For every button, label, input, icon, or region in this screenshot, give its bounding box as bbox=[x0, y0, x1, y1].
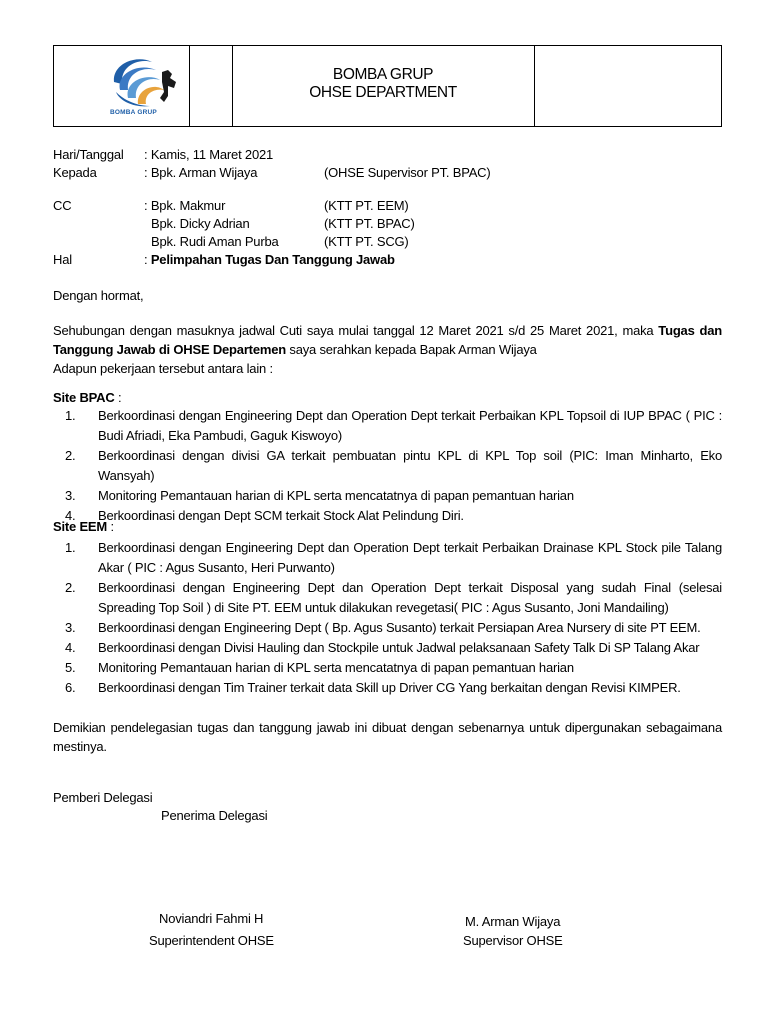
list-item bbox=[53, 506, 722, 526]
logo-caption: BOMBA GRUP bbox=[110, 109, 157, 116]
cc-name-2: Bpk. Dicky Adrian bbox=[151, 216, 250, 231]
site-eem-label: Site EEM bbox=[53, 519, 108, 534]
cc-role-3: (KTT PT. SCG) bbox=[324, 234, 409, 249]
cc-role-1: (KTT PT. EEM) bbox=[324, 198, 409, 213]
list-item bbox=[53, 658, 722, 678]
list-text: Berkoordinasi dengan divisi GA terkait pembuatan pintu KPL di KPL Top soil (PIC: Iman Minharto, Eko Wansyah) bbox=[98, 448, 722, 483]
list-number: 3. bbox=[65, 488, 76, 503]
receiver-name: M. Arman Wijaya bbox=[465, 914, 561, 929]
department-name: OHSE DEPARTMENT bbox=[309, 84, 457, 101]
giver-name: Noviandri Fahmi H bbox=[159, 911, 264, 926]
list-text: Berkoordinasi dengan Engineering Dept dan Operation Dept terkait Perbaikan KPL Topsoil di IUP BPAC ( PIC : Budi Afriadi, Eka Pambudi, Gaguk Kiswoyo) bbox=[98, 408, 722, 443]
list-number: 4. bbox=[65, 508, 76, 523]
list-text: Berkoordinasi dengan Engineering Dept ( Bp. Agus Susanto) terkait Persiapan Area Nursery di site PT EEM. bbox=[98, 620, 701, 635]
intro-text-1: Sehubungan dengan masuknya jadwal Cuti saya mulai tanggal 12 Maret 2021 s/d 25 Maret 2021, maka bbox=[53, 323, 659, 338]
subject-value: Pelimpahan Tugas Dan Tanggung Jawab bbox=[150, 252, 395, 267]
list-item bbox=[53, 446, 722, 486]
list-number: 2. bbox=[65, 580, 76, 595]
giver-label: Pemberi Delegasi bbox=[53, 790, 153, 805]
list-text: Berkoordinasi dengan Divisi Hauling dan Stockpile untuk Jadwal pelaksanaan Safety Talk Di SP Talang Akar bbox=[98, 640, 700, 655]
site-eem-colon: : bbox=[107, 519, 114, 534]
cc-role-2: (KTT PT. BPAC) bbox=[324, 216, 415, 231]
logo-divider-cell bbox=[189, 46, 233, 126]
greeting: Dengan hormat, bbox=[53, 288, 144, 303]
giver-title: Superintendent OHSE bbox=[149, 933, 274, 948]
list-text: Berkoordinasi dengan Engineering Dept dan Operation Dept terkait Disposal yang sudah Final (selesai Spreading Top Soil ) di Site PT. EEM untuk dilakukan revegetasi( PIC : Agus Susanto, Joni Mandailing) bbox=[98, 580, 722, 615]
list-number: 4. bbox=[65, 640, 76, 655]
list-text: Berkoordinasi dengan Engineering Dept dan Operation Dept terkait Perbaikan Drainase KPL Stock pile Talang Akar ( PIC : Agus Susanto, Heri Purwanto) bbox=[98, 540, 722, 575]
list-number: 3. bbox=[65, 620, 76, 635]
cc-label: CC bbox=[53, 198, 72, 213]
site-bpac-list bbox=[53, 406, 722, 526]
site-bpac-colon: : bbox=[114, 390, 122, 405]
receiver-label: Penerima Delegasi bbox=[161, 808, 268, 823]
intro-bold: Tugas dan Tanggung Jawab di OHSE Departemen bbox=[53, 323, 722, 357]
list-number: 1. bbox=[65, 408, 76, 423]
to-value: : Bpk. Arman Wijaya bbox=[144, 165, 258, 180]
list-item bbox=[53, 486, 722, 506]
list-text: Monitoring Pemantauan harian di KPL serta mencatatnya di papan pemantuan harian bbox=[98, 488, 574, 503]
cc-name-3: Bpk. Rudi Aman Purba bbox=[151, 234, 279, 249]
to-role: (OHSE Supervisor PT. BPAC) bbox=[324, 165, 491, 180]
closing-paragraph: Demikian pendelegasian tugas dan tanggung jawab ini dibuat dengan sebenarnya untuk dipergunakan sebagaimana mestinya. bbox=[53, 720, 722, 754]
list-item bbox=[53, 618, 722, 638]
intro-paragraph bbox=[53, 321, 722, 359]
list-number: 1. bbox=[65, 540, 76, 555]
intro-line-2: Adapun pekerjaan tersebut antara lain : bbox=[53, 361, 273, 376]
list-text: Berkoordinasi dengan Tim Trainer terkait data Skill up Driver CG Yang berkaitan dengan Revisi KIMPER. bbox=[98, 680, 681, 695]
subject-prefix: : bbox=[144, 252, 151, 267]
receiver-title: Supervisor OHSE bbox=[463, 933, 563, 948]
site-eem-list bbox=[53, 538, 722, 698]
list-text: Monitoring Pemantauan harian di KPL serta mencatatnya di papan pemantuan harian bbox=[98, 660, 574, 675]
list-item bbox=[53, 678, 722, 698]
site-bpac-label: Site BPAC bbox=[53, 390, 115, 405]
intro-text-2: saya serahkan kepada Bapak Arman Wijaya bbox=[285, 342, 537, 357]
list-item bbox=[53, 406, 722, 446]
site-eem-heading bbox=[53, 518, 114, 535]
letterhead-table bbox=[53, 45, 722, 127]
cc-name-1: : Bpk. Makmur bbox=[144, 198, 226, 213]
list-number: 5. bbox=[65, 660, 76, 675]
subject-label: Hal bbox=[53, 252, 72, 267]
list-text: Berkoordinasi dengan Dept SCM terkait Stock Alat Pelindung Diri. bbox=[98, 508, 464, 523]
bomba-grup-logo bbox=[106, 52, 186, 108]
list-number: 2. bbox=[65, 448, 76, 463]
date-label: Hari/Tanggal bbox=[53, 147, 124, 162]
list-item bbox=[53, 638, 722, 658]
list-item bbox=[53, 538, 722, 578]
company-name: BOMBA GRUP bbox=[332, 66, 434, 83]
list-number: 6. bbox=[65, 680, 76, 695]
subject-line bbox=[144, 251, 395, 268]
title-cell bbox=[232, 46, 535, 126]
to-label: Kepada bbox=[53, 165, 97, 180]
site-bpac-heading bbox=[53, 389, 121, 406]
list-item bbox=[53, 578, 722, 618]
date-value: : Kamis, 11 Maret 2021 bbox=[144, 147, 274, 162]
